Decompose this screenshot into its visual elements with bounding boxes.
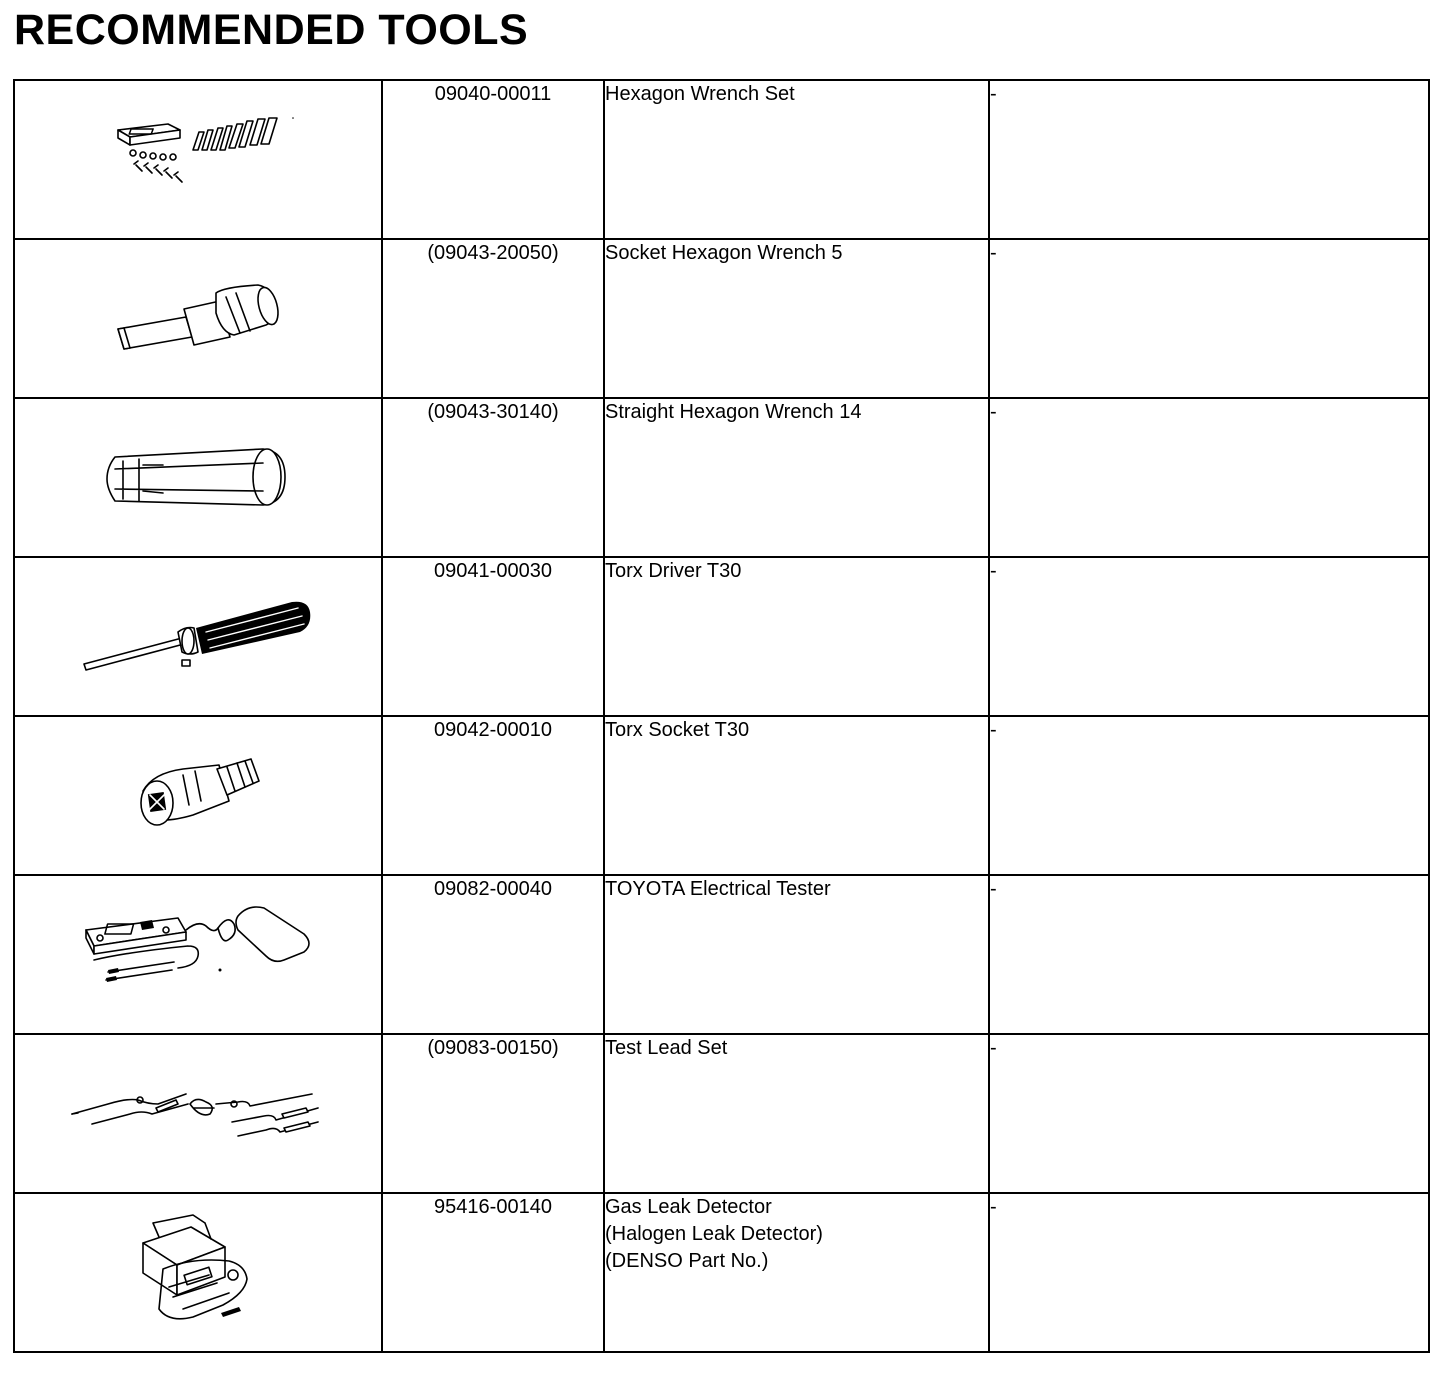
page-title: RECOMMENDED TOOLS bbox=[14, 6, 529, 54]
tool-name bbox=[604, 716, 989, 875]
torx-driver-icon bbox=[78, 592, 318, 682]
tool-note: - bbox=[989, 716, 1429, 875]
tool-name bbox=[604, 1034, 989, 1193]
part-number: 09082-00040 bbox=[382, 875, 604, 1034]
table-row bbox=[14, 716, 1429, 875]
part-number: 95416-00140 bbox=[382, 1193, 604, 1352]
tool-note: - bbox=[989, 398, 1429, 557]
part-number: (09043-30140) bbox=[382, 398, 604, 557]
tool-note: - bbox=[989, 1193, 1429, 1352]
tool-name-line: Gas Leak Detector bbox=[605, 1196, 772, 1218]
recommended-tools-table bbox=[13, 79, 1430, 1353]
table-row bbox=[14, 1034, 1429, 1193]
table-row bbox=[14, 875, 1429, 1034]
part-number: 09040-00011 bbox=[382, 80, 604, 239]
table-row bbox=[14, 557, 1429, 716]
tool-name bbox=[604, 1193, 989, 1352]
test-lead-set-icon bbox=[68, 1074, 328, 1154]
tool-illustration-cell bbox=[14, 80, 382, 239]
tool-name-line: Hexagon Wrench Set bbox=[605, 83, 795, 105]
tool-note: - bbox=[989, 557, 1429, 716]
tool-name-line: Torx Socket T30 bbox=[605, 719, 750, 741]
part-number: 09042-00010 bbox=[382, 716, 604, 875]
tool-note: - bbox=[989, 80, 1429, 239]
tool-name-line: Straight Hexagon Wrench 14 bbox=[605, 401, 862, 423]
tool-illustration-cell bbox=[14, 557, 382, 716]
tool-name bbox=[604, 557, 989, 716]
part-number: (09083-00150) bbox=[382, 1034, 604, 1193]
part-number: 09041-00030 bbox=[382, 557, 604, 716]
tool-name-line: Socket Hexagon Wrench 5 bbox=[605, 242, 843, 264]
tool-name bbox=[604, 398, 989, 557]
table-row bbox=[14, 80, 1429, 239]
torx-socket-icon bbox=[123, 751, 273, 841]
tool-name-line: TOYOTA Electrical Tester bbox=[605, 878, 831, 900]
tool-illustration-cell bbox=[14, 1034, 382, 1193]
tool-note: - bbox=[989, 1034, 1429, 1193]
tool-note: - bbox=[989, 239, 1429, 398]
table-row bbox=[14, 398, 1429, 557]
part-number: (09043-20050) bbox=[382, 239, 604, 398]
tool-name-line: (Halogen Leak Detector) bbox=[605, 1223, 823, 1245]
tool-illustration-cell bbox=[14, 716, 382, 875]
tool-name-line: Torx Driver T30 bbox=[605, 560, 742, 582]
tool-illustration-cell bbox=[14, 239, 382, 398]
gas-leak-detector-icon bbox=[133, 1213, 263, 1333]
tool-illustration-cell bbox=[14, 1193, 382, 1352]
tool-name bbox=[604, 239, 989, 398]
table-row bbox=[14, 1193, 1429, 1352]
tool-name bbox=[604, 875, 989, 1034]
tool-name-line: (DENSO Part No.) bbox=[605, 1250, 769, 1272]
table-row bbox=[14, 239, 1429, 398]
socket-hexagon-wrench-icon bbox=[108, 279, 288, 359]
tool-illustration-cell bbox=[14, 875, 382, 1034]
tool-note: - bbox=[989, 875, 1429, 1034]
hexagon-wrench-set-icon bbox=[98, 110, 298, 210]
tool-name bbox=[604, 80, 989, 239]
straight-hexagon-wrench-icon bbox=[103, 443, 293, 513]
tool-illustration-cell bbox=[14, 398, 382, 557]
electrical-tester-icon bbox=[78, 900, 318, 1010]
tool-name-line: Test Lead Set bbox=[605, 1037, 728, 1059]
